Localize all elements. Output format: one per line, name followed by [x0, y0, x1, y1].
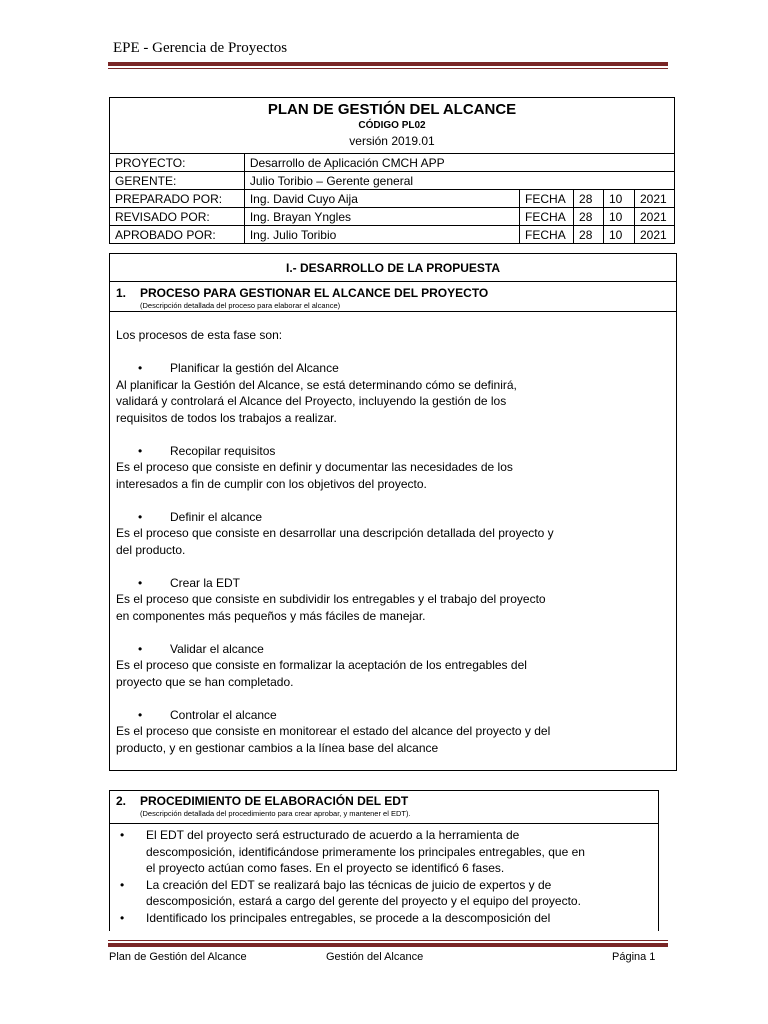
date-year: 2021	[634, 226, 674, 244]
process-text-line: Es el proceso que consiste en formalizar la aceptación de los entregables del	[116, 658, 527, 672]
date-year: 2021	[634, 190, 674, 208]
header-rule-thin	[108, 68, 668, 69]
bullet-icon: •	[120, 828, 125, 842]
process-item-title: • Recopilar requisitos	[138, 443, 276, 458]
list-item	[120, 910, 652, 927]
bullet-icon: •	[120, 877, 125, 892]
section-number: 1.	[116, 286, 127, 300]
bullet-icon: •	[138, 641, 143, 656]
process-text-line: Es el proceso que consiste en definir y documentar las necesidades de los	[116, 460, 513, 474]
process-text-line: Es el proceso que consiste en monitorear el estado del alcance del proyecto y del	[116, 724, 551, 738]
process-text-line: interesados a fin de cumplir con los objetivos del proyecto.	[116, 476, 427, 491]
process-text-line: producto, y en gestionar cambios a la línea base del alcance	[116, 740, 439, 755]
table-row	[110, 154, 675, 172]
section-2-title	[116, 791, 658, 808]
document-info-block	[109, 97, 675, 244]
list-item	[120, 877, 652, 910]
document-version: versión 2019.01	[349, 134, 435, 148]
proyecto-value: Desarrollo de Aplicación CMCH APP	[244, 154, 674, 172]
section-2-list	[110, 824, 658, 926]
process-text-line: del producto.	[116, 542, 186, 557]
list-item-line: descomposición, identificándose primeramente los principales entregables, que en	[146, 844, 585, 859]
section-number: 2.	[116, 794, 127, 808]
role-label: REVISADO POR:	[110, 208, 245, 226]
section-1-title-box	[110, 282, 676, 312]
process-text-line: proyecto que se han completado.	[116, 674, 294, 689]
footer-left: Plan de Gestión del Alcance	[109, 951, 247, 963]
date-month: 10	[604, 190, 635, 208]
document-code: CÓDIGO PL02	[358, 120, 426, 131]
table-row	[110, 226, 675, 244]
page-number: Página 1	[612, 951, 656, 963]
process-item-title: • Planificar la gestión del Alcance	[138, 361, 339, 375]
date-day: 28	[574, 208, 604, 226]
table-row	[110, 172, 675, 190]
section-heading: I.- DESARROLLO DE LA PROPUESTA	[110, 254, 676, 282]
table-row	[110, 208, 675, 226]
gerente-label: GERENTE:	[110, 172, 245, 190]
footer-center: Gestión del Alcance	[326, 951, 424, 963]
document-title: PLAN DE GESTIÓN DEL ALCANCE	[267, 101, 517, 118]
section-title-text: PROCESO PARA GESTIONAR EL ALCANCE DEL PROYECTO	[140, 286, 489, 300]
section-2-title-box	[110, 791, 658, 824]
fecha-label: FECHA	[520, 208, 574, 226]
process-text-line: Es el proceso que consiste en desarrollar una descripción detallada del proyecto y	[116, 526, 554, 540]
list-item-line: descomposición, estará a cargo del gerente del proyecto y el equipo del proyecto.	[146, 894, 581, 908]
process-text-line: requisitos de todos los trabajos a realizar.	[116, 410, 337, 425]
process-item-title: • Definir el alcance	[138, 509, 263, 524]
section-2-subtitle: (Descripción detallada del procedimiento para crear aprobar, y mantener el EDT).	[140, 809, 411, 818]
section-2-block	[109, 790, 659, 931]
person-name: Ing. David Cuyo Aija	[244, 190, 519, 208]
process-text-line: Es el proceso que consiste en subdividir los entregables y el trabajo del proyecto	[116, 592, 546, 606]
footer-rule	[108, 943, 668, 947]
date-day: 28	[574, 190, 604, 208]
section-title-text: PROCEDIMIENTO DE ELABORACIÓN DEL EDT	[140, 794, 409, 808]
document-info-table	[109, 153, 675, 244]
bullet-icon: •	[138, 575, 143, 590]
process-text-line: validará y controlará el Alcance del Proyecto, incluyendo la gestión de los	[116, 394, 507, 408]
process-item-title: • Controlar el alcance	[138, 707, 277, 722]
bullet-icon: •	[138, 707, 143, 722]
gerente-value: Julio Toribio – Gerente general	[244, 172, 674, 190]
date-day: 28	[574, 226, 604, 244]
table-row	[110, 190, 675, 208]
person-name: Ing. Brayan Yngles	[244, 208, 519, 226]
fecha-label: FECHA	[520, 226, 574, 244]
bullet-icon: •	[138, 361, 143, 375]
intro-text: Los procesos de esta fase son:	[116, 328, 283, 342]
role-label: APROBADO POR:	[110, 226, 245, 244]
header-rule	[108, 62, 668, 66]
process-text-line: Al planificar la Gestión del Alcance, se está determinando cómo se definirá,	[116, 377, 517, 392]
list-item-line: El EDT del proyecto será estructurado de acuerdo a la herramienta de	[146, 828, 520, 842]
process-text-line: en componentes más pequeños y más fáciles de manejar.	[116, 608, 426, 623]
bullet-icon: •	[138, 443, 143, 458]
date-month: 10	[604, 208, 635, 226]
list-item-line: el proyecto actúan como fases. En el proyecto se identificó 6 fases.	[146, 861, 505, 875]
footer-rule-thin	[108, 940, 668, 941]
person-name: Ing. Julio Toribio	[244, 226, 519, 244]
section-1-block	[109, 253, 677, 771]
list-item-line: La creación del EDT se realizará bajo las técnicas de juicio de expertos y de	[146, 877, 552, 892]
document-title-box	[109, 97, 675, 153]
process-item-title: • Validar el alcance	[138, 641, 264, 656]
bullet-icon: •	[138, 509, 143, 524]
section-1-subtitle: (Descripción detallada del proceso para elaborar el alcance)	[140, 301, 341, 310]
page-header-title: EPE - Gerencia de Proyectos	[113, 40, 288, 56]
fecha-label: FECHA	[520, 190, 574, 208]
date-month: 10	[604, 226, 635, 244]
section-1-title	[116, 282, 676, 300]
list-item-line: Identificado los principales entregables, se procede a la descomposición del	[146, 910, 551, 925]
date-year: 2021	[634, 208, 674, 226]
list-item	[120, 827, 652, 877]
proyecto-label: PROYECTO:	[110, 154, 245, 172]
role-label: PREPARADO POR:	[110, 190, 245, 208]
process-item-title: • Crear la EDT	[138, 575, 241, 590]
bullet-icon: •	[120, 910, 125, 925]
section-1-body	[110, 312, 676, 756]
